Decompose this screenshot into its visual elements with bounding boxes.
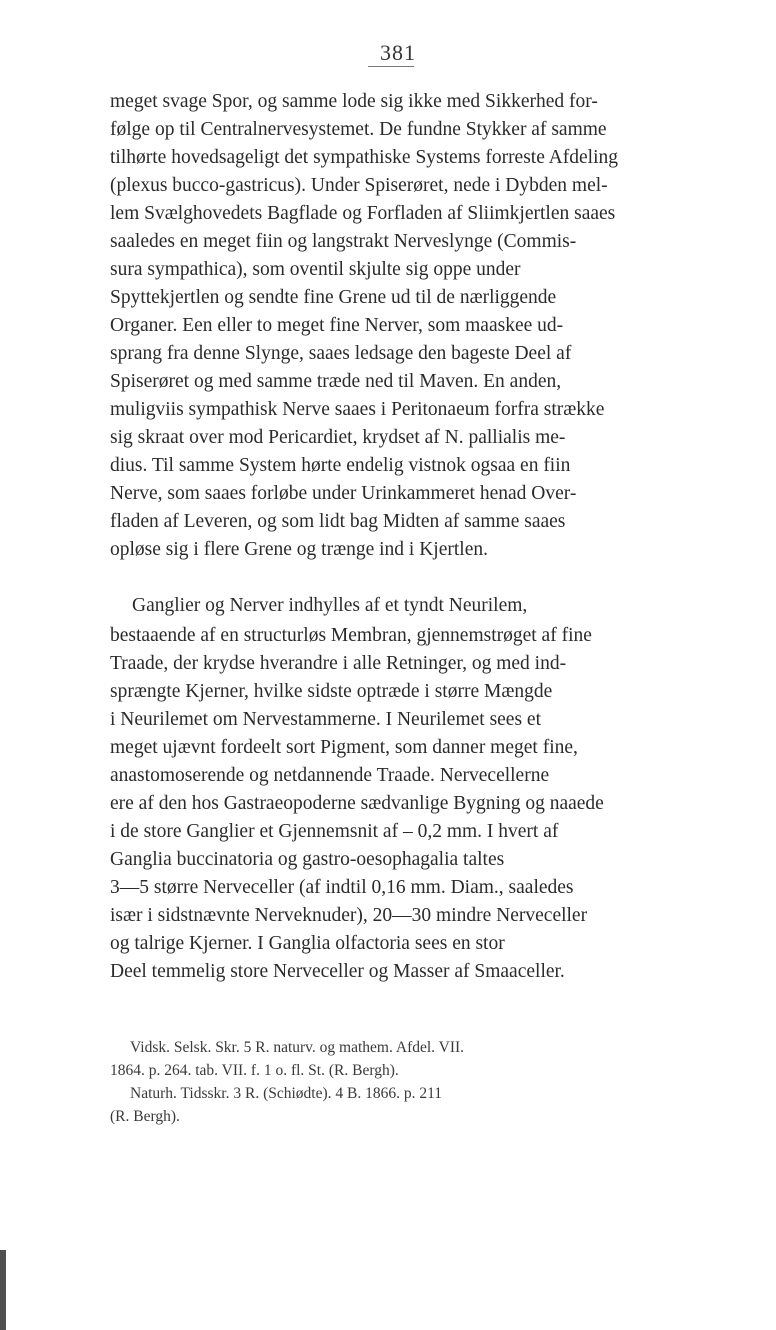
text-line: 3—5 større Nerveceller (af indtil 0,16 mm. Diam., saaledes [110,877,574,898]
text-line: sprængte Kjerner, hvilke sidste optræde i større Mængde [110,681,553,702]
text-line: muligviis sympathisk Nerve saaes i Peritonaeum forfra strække [110,399,605,420]
text-line: anastomoserende og netdannende Traade. Nervecellerne [110,765,550,786]
text-line: tilhørte hovedsageligt det sympathiske Systems forreste Afdeling [110,147,618,168]
text-line: følge op til Centralnervesystemet. De fundne Stykker af samme [110,119,607,140]
text-line: Spiserøret og med samme træde ned til Maven. En anden, [110,371,562,392]
text-line: Organer. Een eller to meget fine Nerver, som maaskee ud- [110,315,564,336]
text-line: opløse sig i flere Grene og trænge ind i Kjertlen. [110,539,488,560]
footnote-line: Vidsk. Selsk. Skr. 5 R. naturv. og mathem. Afdel. VII. [130,1039,465,1056]
text-line: ere af den hos Gastraeopoderne sædvanlige Bygning og naaede [110,793,604,814]
text-line: Ganglia buccinatoria og gastro-oesophagalia taltes [110,849,505,870]
text-line: meget ujævnt fordeelt sort Pigment, som danner meget fine, [110,737,578,758]
text-line: bestaaende af en structurløs Membran, gjennemstrøget af fine [110,625,592,646]
text-line: (plexus bucco-gastricus). Under Spiserøret, nede i Dybden mel- [110,175,608,196]
text-line: og talrige Kjerner. I Ganglia olfactoria sees en stor [110,933,505,954]
text-line: saaledes en meget fiin og langstrakt Nerveslynge (Commis- [110,231,577,252]
footnote-line: 1864. p. 264. tab. VII. f. 1 o. fl. St. (R. Bergh). [110,1062,399,1079]
text-line: sura sympathica), som oventil skjulte sig oppe under [110,259,521,280]
text-line: Deel temmelig store Nerveceller og Masser af Smaaceller. [110,961,565,982]
text-line: i de store Ganglier et Gjennemsnit af – 0,2 mm. I hvert af [110,821,559,842]
text-line: fladen af Leveren, og som lidt bag Midten af samme saaes [110,511,566,532]
footnote-line: (R. Bergh). [110,1108,180,1125]
page-number-rule [368,66,414,67]
text-line: sprang fra denne Slynge, saaes ledsage den bageste Deel af [110,343,572,364]
page-number: 381 [380,40,416,65]
text-line: især i sidstnævnte Nerveknuder), 20—30 mindre Nerveceller [110,905,588,926]
text-line: lem Svælghovedets Bagflade og Forfladen af Sliimkjertlen saaes [110,203,616,224]
text-line: Ganglier og Nerver indhylles af et tyndt Neurilem, [132,595,528,616]
text-line: Nerve, som saaes forløbe under Urinkammeret henad Over- [110,483,577,504]
text-line: Spyttekjertlen og sendte fine Grene ud til de nærliggende [110,287,557,308]
text-line: i Neurilemet om Nervestammerne. I Neurilemet sees et [110,709,541,730]
text-line: meget svage Spor, og samme lode sig ikke med Sikkerhed for- [110,91,598,112]
footnote-line: Naturh. Tidsskr. 3 R. (Schiødte). 4 B. 1866. p. 211 [130,1085,443,1102]
text-line: sig skraat over mod Pericardiet, krydset af N. pallialis me- [110,427,566,448]
text-line: Traade, der krydse hverandre i alle Retninger, og med ind- [110,653,567,674]
scan-edge-mark [0,1250,6,1330]
text-line: dius. Til samme System hørte endelig vistnok ogsaa en fiin [110,455,571,476]
